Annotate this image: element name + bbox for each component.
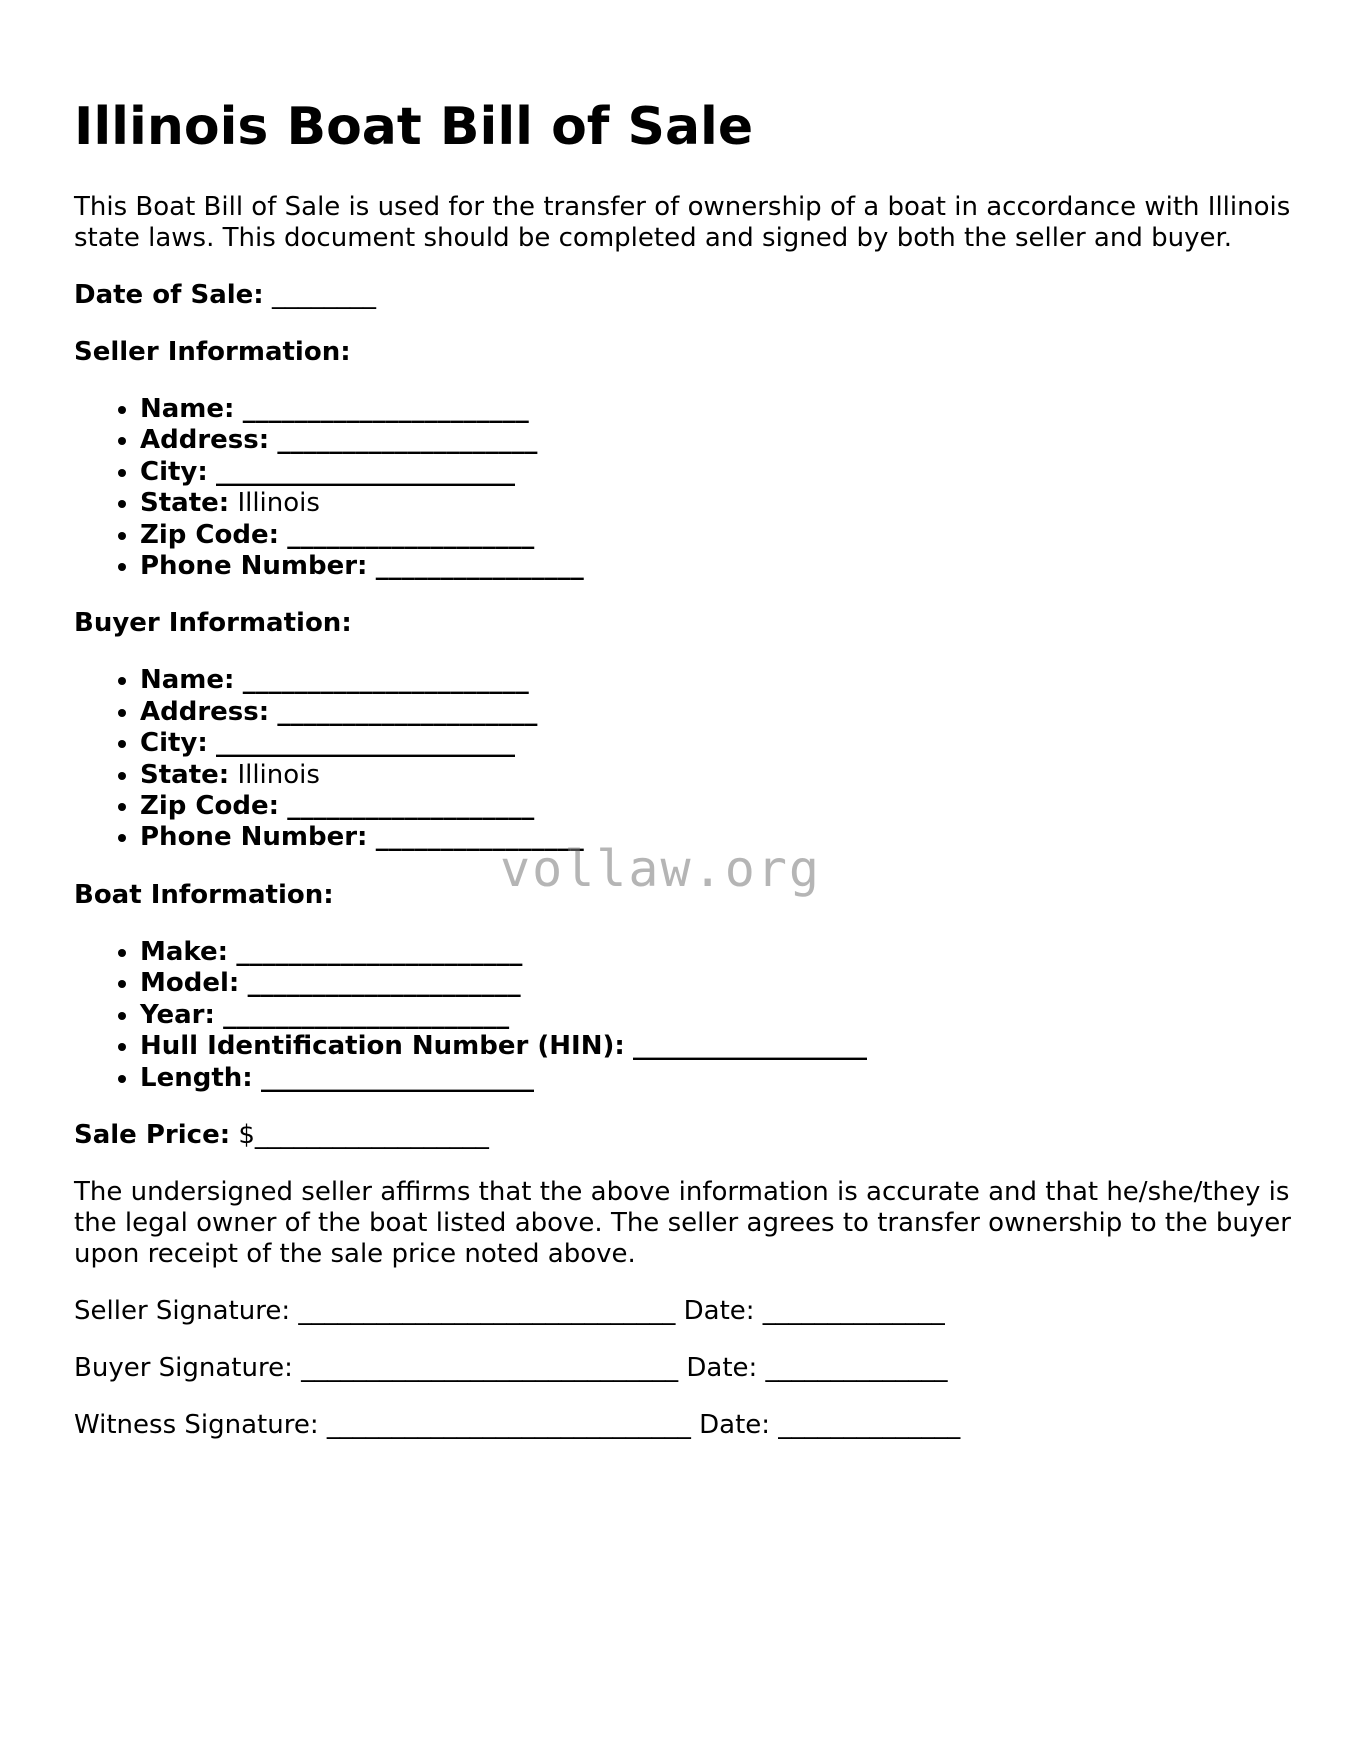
buyer-phone-label: Phone Number: (140, 822, 368, 853)
seller-phone-label: Phone Number: (140, 551, 368, 582)
buyer-heading: Buyer Information: (74, 608, 352, 639)
witness-date-blank: ______________ (778, 1409, 961, 1440)
date-of-sale-blank: ________ (271, 280, 376, 310)
list-item (140, 728, 1294, 759)
list-item (140, 968, 1294, 999)
list-item (140, 520, 1294, 551)
list-item (140, 425, 1294, 456)
list-item (140, 1063, 1294, 1094)
witness-signature-line (74, 1410, 1294, 1441)
boat-hin-label: Hull Identification Number (HIN): (140, 1031, 625, 1062)
seller-name-blank: ______________________ (242, 394, 529, 424)
sale-price-blank: $__________________ (238, 1119, 489, 1150)
seller-heading: Seller Information: (74, 337, 351, 367)
seller-date-blank: ______________ (762, 1295, 945, 1326)
seller-state-value: Illinois (237, 488, 320, 519)
buyer-signature-blank: _____________________________ (301, 1352, 679, 1383)
witness-signature-blank: ____________________________ (326, 1409, 691, 1440)
witness-signature-label: Witness Signature: (74, 1409, 319, 1440)
list-item (140, 937, 1294, 968)
list-item (140, 791, 1294, 822)
buyer-name-label: Name: (140, 665, 235, 696)
buyer-city-blank: _______________________ (216, 728, 516, 759)
seller-state-label: State: (140, 488, 230, 519)
boat-make-label: Make: (140, 936, 229, 967)
buyer-city-label: City: (140, 728, 208, 759)
buyer-info-list (74, 665, 1294, 853)
seller-phone-blank: ________________ (375, 551, 584, 582)
boat-info-list (74, 937, 1294, 1094)
date-of-sale-label: Date of Sale: (74, 280, 264, 310)
affirmation-paragraph: The undersigned seller affirms that the above information is accurate and that he/she/they is the legal owner of the boat listed above. The seller agrees to transfer ownership to the buyer upon receipt of the sale price noted above. (74, 1176, 1291, 1269)
boat-make-blank: ______________________ (236, 936, 523, 967)
list-item (140, 394, 1294, 425)
buyer-phone-blank: ________________ (375, 822, 584, 853)
watermark: vollaw.org (500, 840, 822, 898)
boat-heading: Boat Information: (74, 879, 334, 910)
seller-signature-label: Seller Signature: (74, 1295, 291, 1326)
boat-model-label: Model: (140, 968, 240, 999)
seller-info-list (74, 394, 1294, 582)
buyer-date-blank: ______________ (765, 1352, 948, 1383)
seller-address-label: Address: (140, 425, 270, 456)
seller-zip-blank: ___________________ (287, 519, 535, 550)
seller-city-blank: _______________________ (216, 456, 516, 487)
boat-year-label: Year: (140, 999, 215, 1030)
list-item (140, 1000, 1294, 1031)
buyer-address-label: Address: (140, 696, 270, 727)
boat-model-blank: _____________________ (247, 968, 521, 999)
buyer-state-label: State: (140, 759, 230, 790)
list-item (140, 665, 1294, 696)
buyer-date-label: Date: (686, 1352, 758, 1383)
buyer-name-blank: ______________________ (242, 665, 529, 696)
boat-length-blank: _____________________ (260, 1062, 534, 1093)
boat-hin-blank: __________________ (633, 1031, 868, 1062)
buyer-signature-line (74, 1353, 1294, 1384)
buyer-address-blank: ____________________ (277, 696, 538, 727)
document-page (74, 96, 1294, 1441)
sale-price-line (74, 1120, 1294, 1151)
buyer-zip-label: Zip Code: (140, 791, 280, 822)
seller-signature-line (74, 1296, 1294, 1327)
seller-signature-blank: _____________________________ (298, 1295, 676, 1326)
buyer-state-value: Illinois (237, 759, 320, 790)
list-item (140, 1031, 1294, 1062)
witness-date-label: Date: (699, 1409, 771, 1440)
seller-address-blank: ____________________ (277, 425, 538, 456)
seller-date-label: Date: (683, 1295, 755, 1326)
buyer-zip-blank: ___________________ (287, 791, 535, 822)
seller-zip-label: Zip Code: (140, 519, 280, 550)
sale-price-label: Sale Price: (74, 1119, 231, 1150)
buyer-signature-label: Buyer Signature: (74, 1352, 293, 1383)
date-of-sale-line (74, 280, 1294, 311)
list-item (140, 488, 1294, 519)
intro-paragraph: This Boat Bill of Sale is used for the transfer of ownership of a boat in accordance with Illinois state laws. This document should be completed and signed by both the seller and buyer. (74, 192, 1291, 253)
list-item (140, 551, 1294, 582)
seller-city-label: City: (140, 456, 208, 487)
list-item (140, 697, 1294, 728)
boat-length-label: Length: (140, 1062, 253, 1093)
list-item (140, 760, 1294, 791)
page-title: Illinois Boat Bill of Sale (74, 97, 754, 157)
list-item (140, 457, 1294, 488)
boat-year-blank: ______________________ (223, 999, 510, 1030)
seller-name-label: Name: (140, 394, 235, 424)
